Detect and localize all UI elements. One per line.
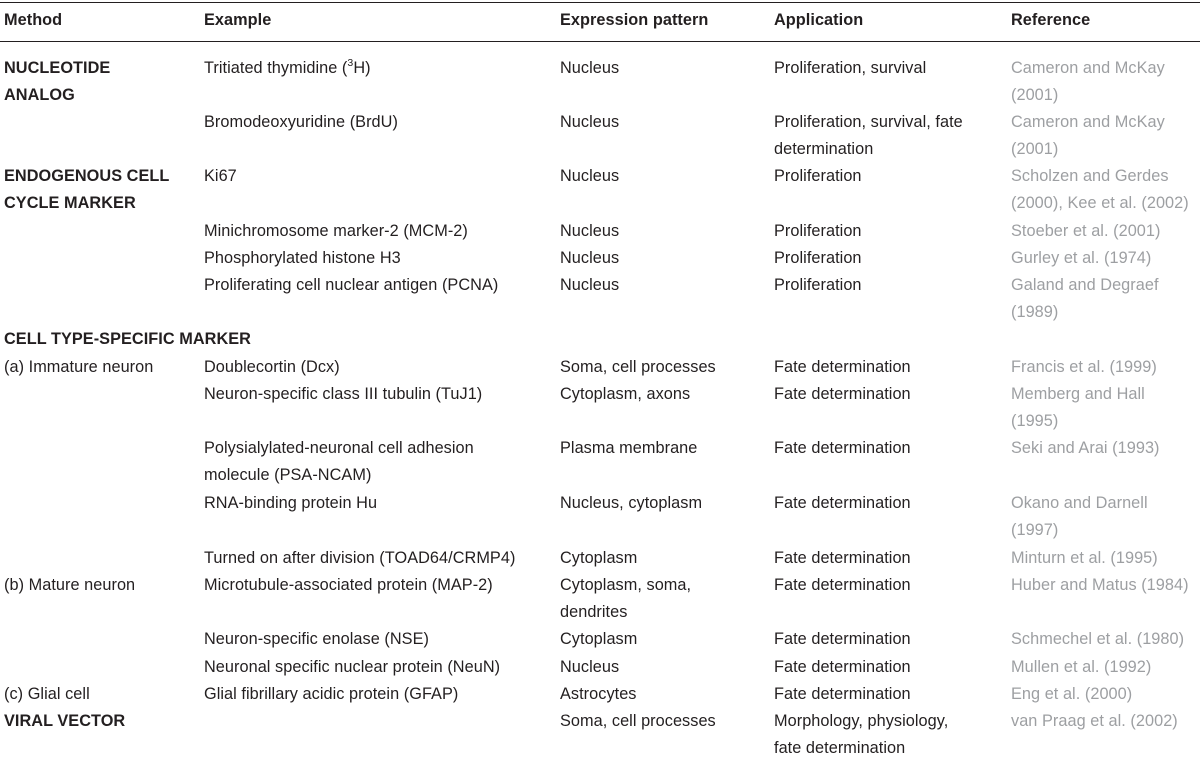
expression-cell: Nucleus <box>560 113 620 131</box>
header-method: Method <box>4 11 63 29</box>
expression-cell: Plasma membrane <box>560 439 698 457</box>
reference-cell: Galand and Degraef <box>1011 276 1159 294</box>
application-cell: Fate determination <box>774 685 911 703</box>
application-cell: Fate determination <box>774 576 911 594</box>
example-cell: Bromodeoxyuridine (BrdU) <box>204 113 398 131</box>
example-cell: Microtubule-associated protein (MAP-2) <box>204 576 493 594</box>
application-cell: Fate determination <box>774 494 911 512</box>
application-cell: Proliferation <box>774 167 862 185</box>
section-nucleotide-analog-line2: ANALOG <box>4 86 75 104</box>
reference-cell: Cameron and McKay <box>1011 113 1165 131</box>
reference-cell: Seki and Arai (1993) <box>1011 439 1160 457</box>
reference-cell: Schmechel et al. (1980) <box>1011 630 1185 648</box>
example-cell: Polysialylated-neuronal cell adhesion <box>204 439 474 457</box>
expression-cell: Nucleus <box>560 59 620 77</box>
expression-cell: Cytoplasm, soma, <box>560 576 692 594</box>
section-nucleotide-analog-line1: NUCLEOTIDE <box>4 59 111 77</box>
example-cell: Proliferating cell nuclear antigen (PCNA) <box>204 276 499 294</box>
expression-cell: Soma, cell processes <box>560 358 716 376</box>
application-cell: Fate determination <box>774 549 911 567</box>
application-cell: Morphology, physiology, <box>774 712 949 730</box>
application-cell: Fate determination <box>774 385 911 403</box>
application-cell: Proliferation <box>774 276 862 294</box>
expression-cell: Soma, cell processes <box>560 712 716 730</box>
section-endogenous-line2: CYCLE MARKER <box>4 194 136 212</box>
expression-cell: dendrites <box>560 603 628 621</box>
reference-cell: Eng et al. (2000) <box>1011 685 1133 703</box>
application-cell: Proliferation, survival <box>774 59 927 77</box>
application-cell: Fate determination <box>774 658 911 676</box>
subgroup-immature-neuron: (a) Immature neuron <box>4 358 154 376</box>
expression-cell: Cytoplasm, axons <box>560 385 691 403</box>
application-cell: Fate determination <box>774 439 911 457</box>
section-cell-type-specific: CELL TYPE-SPECIFIC MARKER <box>4 330 251 348</box>
application-cell: Proliferation, survival, fate <box>774 113 963 131</box>
expression-cell: Nucleus <box>560 249 620 267</box>
reference-cell: Cameron and McKay <box>1011 59 1165 77</box>
section-endogenous-line1: ENDOGENOUS CELL <box>4 167 170 185</box>
application-cell: Proliferation <box>774 222 862 240</box>
header-example: Example <box>204 11 272 29</box>
reference-cell: (2001) <box>1011 140 1059 158</box>
expression-cell: Cytoplasm <box>560 630 638 648</box>
header-reference: Reference <box>1011 11 1091 29</box>
example-cell: Neuronal specific nuclear protein (NeuN) <box>204 658 501 676</box>
example-cell: Phosphorylated histone H3 <box>204 249 401 267</box>
reference-cell: (2001) <box>1011 86 1059 104</box>
example-cell: Doublecortin (Dcx) <box>204 358 340 376</box>
section-viral-vector: VIRAL VECTOR <box>4 712 126 730</box>
example-cell: Ki67 <box>204 167 237 185</box>
subgroup-mature-neuron: (b) Mature neuron <box>4 576 136 594</box>
reference-cell: Minturn et al. (1995) <box>1011 549 1158 567</box>
expression-cell: Nucleus <box>560 167 620 185</box>
table-top-rule <box>0 2 1200 3</box>
example-cell: Minichromosome marker-2 (MCM-2) <box>204 222 468 240</box>
table-header-rule <box>0 41 1200 42</box>
reference-cell: Stoeber et al. (2001) <box>1011 222 1161 240</box>
header-expression-pattern: Expression pattern <box>560 11 709 29</box>
reference-cell: (1989) <box>1011 303 1059 321</box>
reference-cell: Huber and Matus (1984) <box>1011 576 1189 594</box>
application-cell: Fate determination <box>774 630 911 648</box>
example-cell: Glial fibrillary acidic protein (GFAP) <box>204 685 459 703</box>
reference-cell: Scholzen and Gerdes <box>1011 167 1169 185</box>
expression-cell: Nucleus <box>560 276 620 294</box>
expression-cell: Nucleus, cytoplasm <box>560 494 703 512</box>
reference-cell: (2000), Kee et al. (2002) <box>1011 194 1189 212</box>
reference-cell: Memberg and Hall <box>1011 385 1145 403</box>
reference-cell: (1995) <box>1011 412 1059 430</box>
application-cell: fate determination <box>774 739 906 757</box>
reference-cell: (1997) <box>1011 521 1059 539</box>
expression-cell: Nucleus <box>560 658 620 676</box>
application-cell: Proliferation <box>774 249 862 267</box>
expression-cell: Astrocytes <box>560 685 637 703</box>
application-cell: determination <box>774 140 874 158</box>
subgroup-glial-cell: (c) Glial cell <box>4 685 90 703</box>
reference-cell: Mullen et al. (1992) <box>1011 658 1152 676</box>
example-cell: RNA-binding protein Hu <box>204 494 378 512</box>
example-cell: Tritiated thymidine ($^3$H) <box>204 56 371 77</box>
application-cell: Fate determination <box>774 358 911 376</box>
reference-cell: Francis et al. (1999) <box>1011 358 1157 376</box>
example-cell: Neuron-specific class III tubulin (TuJ1) <box>204 385 483 403</box>
reference-cell: Okano and Darnell <box>1011 494 1148 512</box>
example-cell: Turned on after division (TOAD64/CRMP4) <box>204 549 516 567</box>
expression-cell: Nucleus <box>560 222 620 240</box>
header-application: Application <box>774 11 864 29</box>
reference-cell: Gurley et al. (1974) <box>1011 249 1152 267</box>
expression-cell: Cytoplasm <box>560 549 638 567</box>
reference-cell: van Praag et al. (2002) <box>1011 712 1178 730</box>
example-cell: Neuron-specific enolase (NSE) <box>204 630 429 648</box>
example-cell: molecule (PSA-NCAM) <box>204 466 372 484</box>
